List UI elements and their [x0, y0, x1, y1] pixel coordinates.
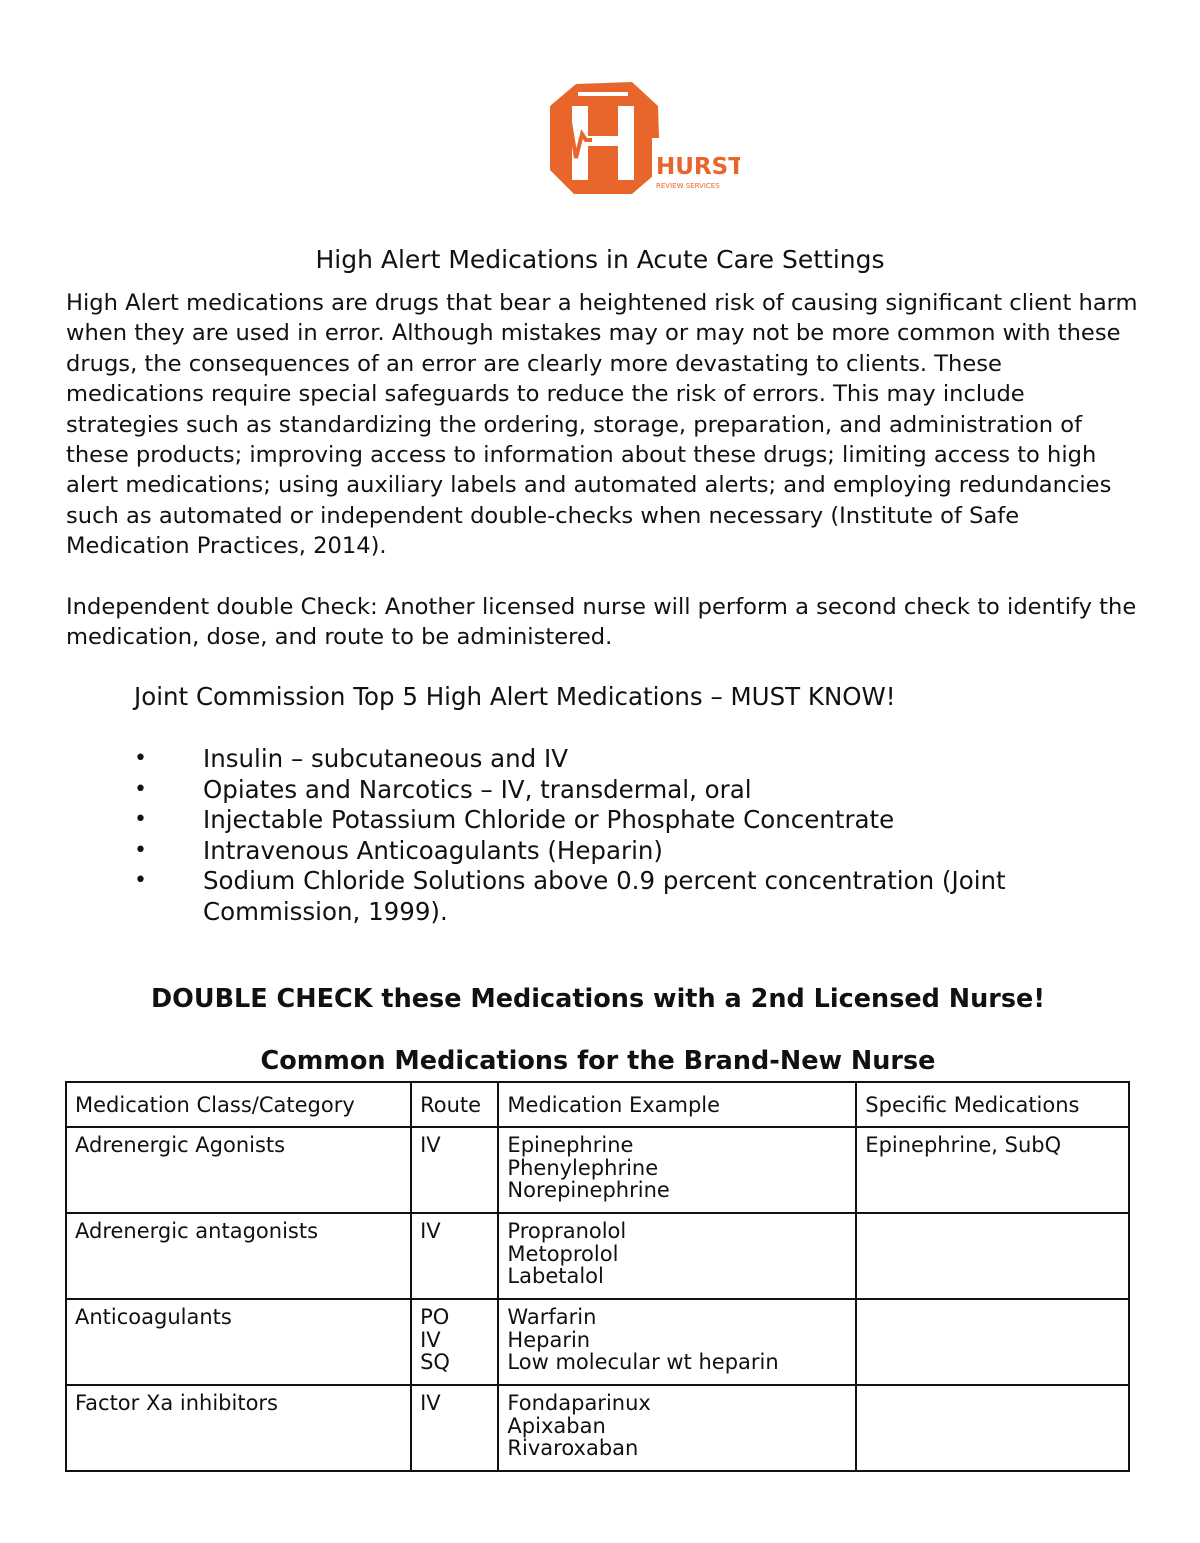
cell-class: Adrenergic antagonists	[66, 1213, 411, 1299]
intro-paragraph: High Alert medications are drugs that bear a heightened risk of causing significant client harm when they are used in error. Although mistakes may or may not be more common with these drugs, the consequences of an error are clearly more devastating to clients. These medications require special safeguards to reduce the risk of errors. This may include strategies such as standardizing the ordering, storage, preparation, and administration of these products; improving access to information about these drugs; limiting access to high alert medications; using auxiliary labels and automated alerts; and employing redundancies such as automated or independent double-checks when necessary (Institute of Safe Medication Practices, 2014).	[66, 290, 1138, 560]
top5-heading: Joint Commission Top 5 High Alert Medications – MUST KNOW!	[134, 682, 896, 711]
list-item	[134, 836, 1094, 867]
list-item-text: Opiates and Narcotics – IV, transdermal, oral	[203, 774, 752, 804]
example-line: Fondaparinux	[507, 1391, 651, 1415]
cell-route	[411, 1127, 498, 1213]
cell-specific	[856, 1299, 1129, 1385]
table-row	[66, 1385, 1129, 1471]
route-line: PO	[420, 1305, 450, 1329]
example-line: Labetalol	[507, 1264, 604, 1288]
list-item	[134, 866, 1094, 927]
example-line: Rivaroxaban	[507, 1436, 639, 1460]
list-item-text: Intravenous Anticoagulants (Heparin)	[203, 835, 663, 865]
cell-class: Adrenergic Agonists	[66, 1127, 411, 1213]
example-line: Epinephrine	[507, 1133, 634, 1157]
example-line: Propranolol	[507, 1219, 627, 1243]
cell-specific	[856, 1385, 1129, 1471]
example-line: Norepinephrine	[507, 1178, 670, 1202]
cell-examples	[498, 1385, 856, 1471]
header-specific: Specific Medications	[856, 1082, 1129, 1127]
table-header-row	[66, 1082, 1129, 1127]
cell-examples	[498, 1127, 856, 1213]
bullet-icon: •	[134, 807, 147, 832]
route-line: SQ	[420, 1350, 450, 1374]
route-line: IV	[420, 1391, 441, 1415]
hurst-logo-mark	[548, 78, 740, 198]
route-line: IV	[420, 1219, 441, 1243]
cell-route	[411, 1385, 498, 1471]
example-line: Metoprolol	[507, 1241, 619, 1266]
page-title: High Alert Medications in Acute Care Settings	[315, 244, 885, 274]
cell-class: Factor Xa inhibitors	[66, 1385, 411, 1471]
list-item	[134, 744, 1094, 775]
example-line: Low molecular wt heparin	[507, 1350, 779, 1374]
header-route: Route	[411, 1082, 498, 1127]
medications-table	[65, 1081, 1130, 1472]
logo-tagline-text: REVIEW SERVICES	[656, 182, 720, 190]
cell-route	[411, 1213, 498, 1299]
table-row	[66, 1299, 1129, 1385]
bullet-icon: •	[134, 868, 147, 893]
table-row	[66, 1213, 1129, 1299]
header-example: Medication Example	[498, 1082, 856, 1127]
hurst-logo	[548, 78, 740, 198]
double-check-paragraph: Independent double Check: Another licensed nurse will perform a second check to identify the medication, dose, and route to be administered.	[66, 594, 1137, 651]
cell-specific	[856, 1213, 1129, 1299]
list-item	[134, 805, 1094, 836]
cell-examples	[498, 1299, 856, 1385]
list-item-text: Sodium Chloride Solutions above 0.9 percent concentration (Joint Commission, 1999).	[203, 866, 1006, 926]
bullet-icon: •	[134, 746, 147, 771]
example-line: Warfarin	[507, 1305, 597, 1329]
list-item-text: Injectable Potassium Chloride or Phosphate Concentrate	[203, 805, 895, 834]
route-line: IV	[420, 1133, 441, 1157]
route-line: IV	[420, 1327, 441, 1352]
list-item-text: Insulin – subcutaneous and IV	[203, 744, 569, 773]
top5-list	[134, 744, 1094, 927]
table-row	[66, 1127, 1129, 1213]
example-line: Phenylephrine	[507, 1155, 659, 1180]
cell-examples	[498, 1213, 856, 1299]
cell-class: Anticoagulants	[66, 1299, 411, 1385]
cell-specific: Epinephrine, SubQ	[856, 1127, 1129, 1213]
logo-brand-text: HURST	[656, 154, 740, 180]
table-caption: Common Medications for the Brand-New Nurse	[260, 1046, 936, 1076]
example-line: Apixaban	[507, 1413, 606, 1438]
double-check-heading: DOUBLE CHECK these Medications with a 2nd Licensed Nurse!	[151, 984, 1045, 1014]
header-class: Medication Class/Category	[66, 1082, 411, 1127]
bullet-icon: •	[134, 776, 147, 802]
example-line: Heparin	[507, 1327, 591, 1352]
cell-route	[411, 1299, 498, 1385]
bullet-icon: •	[134, 837, 147, 863]
list-item	[134, 775, 1094, 806]
